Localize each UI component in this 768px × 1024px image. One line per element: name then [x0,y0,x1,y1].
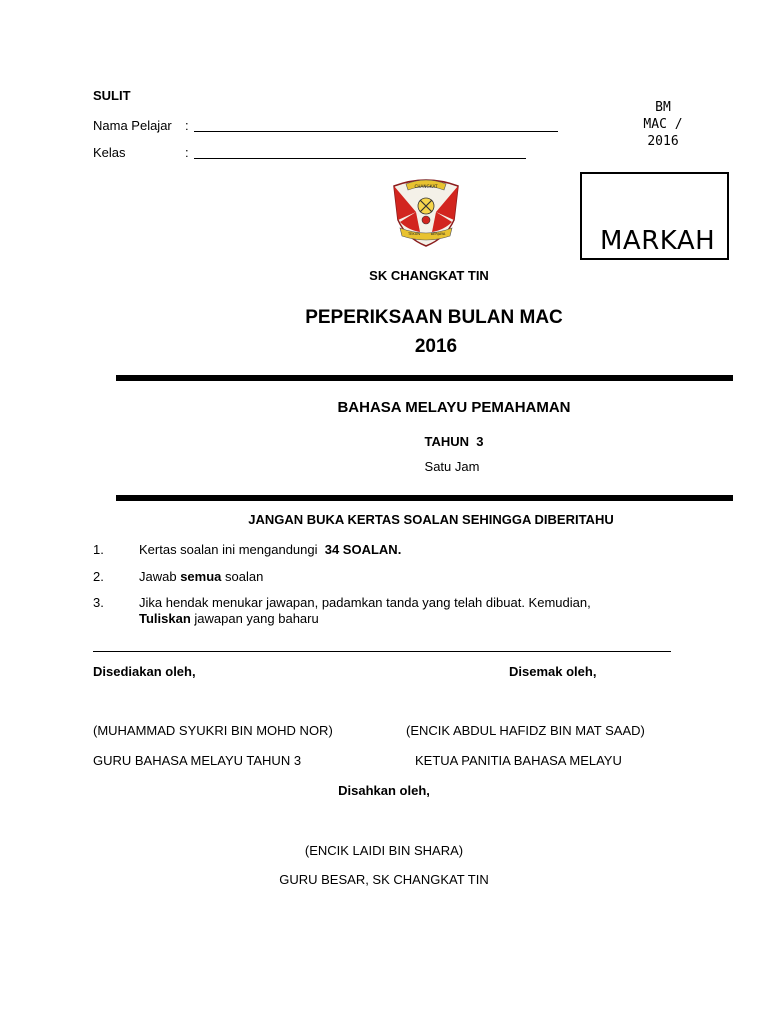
logo-left-text: TEKUN [407,232,421,236]
level-label: TAHUN 3 [424,434,484,449]
instruction-item [139,542,401,557]
instruction-text: Jika hendak menukar jawapan, padamkan tanda yang telah dibuat. Kemudian, [139,595,591,610]
prepared-by-name: (MUHAMMAD SYUKRI BIN MOHD NOR) [93,723,333,738]
student-name-field[interactable] [194,120,558,132]
instruction-text: jawapan yang baharu [190,611,319,626]
instruction-item [139,611,319,626]
class-row [93,145,126,160]
exam-title: PEPERIKSAAN BULAN MAC [305,307,563,328]
paper-code-line: 2016 [647,134,679,149]
instruction-number: 1. [93,542,104,557]
approved-by-title: GURU BESAR, SK CHANGKAT TIN [279,872,489,887]
logo-right-text: BERJAYA [430,232,446,236]
classification-label: SULIT [93,88,131,103]
instruction-text: soalan [221,569,264,584]
school-logo [386,172,466,252]
paper-code-line: BM [655,100,671,115]
paper-code [628,99,698,150]
divider-top [116,375,733,381]
subject-title: BAHASA MELAYU PEMAHAMAN [337,399,571,416]
approved-by-label: Disahkan oleh, [338,783,430,798]
instruction-emphasis: semua [180,569,222,584]
school-crest-icon [386,172,466,252]
instruction-emphasis: 34 SOALAN. [324,542,402,557]
instruction-number: 2. [93,569,104,584]
divider-middle [116,495,733,501]
exam-year: 2016 [414,336,458,357]
instruction-item [139,569,263,584]
warning-text: JANGAN BUKA KERTAS SOALAN SEHINGGA DIBERITAHU [248,512,614,527]
student-name-label: Nama Pelajar [93,118,172,133]
mark-box [580,172,729,260]
class-separator: : [185,145,189,160]
instruction-number: 3. [93,595,104,610]
reviewed-by-title: KETUA PANITIA BAHASA MELAYU [415,753,622,768]
instruction-text: Jawab [139,569,181,584]
class-label: Kelas [93,145,126,160]
reviewed-by-name: (ENCIK ABDUL HAFIDZ BIN MAT SAAD) [406,723,645,738]
paper-code-line: MAC / [643,117,683,132]
prepared-by-label: Disediakan oleh, [93,664,196,679]
divider-thin [93,651,671,652]
logo-top-text: CHANGKAT [414,184,438,189]
instruction-emphasis: Tuliskan [139,611,191,626]
instruction-text: Kertas soalan ini mengandungi [139,542,325,557]
student-name-separator: : [185,118,189,133]
duration-label: Satu Jam [424,459,480,474]
student-name-row [93,118,189,133]
school-name: SK CHANGKAT TIN [369,268,489,283]
mark-box-label: MARKAH [600,226,716,256]
approved-by-name: (ENCIK LAIDI BIN SHARA) [304,843,464,858]
class-field[interactable] [194,147,526,159]
prepared-by-title: GURU BAHASA MELAYU TAHUN 3 [93,753,302,768]
reviewed-by-label: Disemak oleh, [509,664,597,679]
